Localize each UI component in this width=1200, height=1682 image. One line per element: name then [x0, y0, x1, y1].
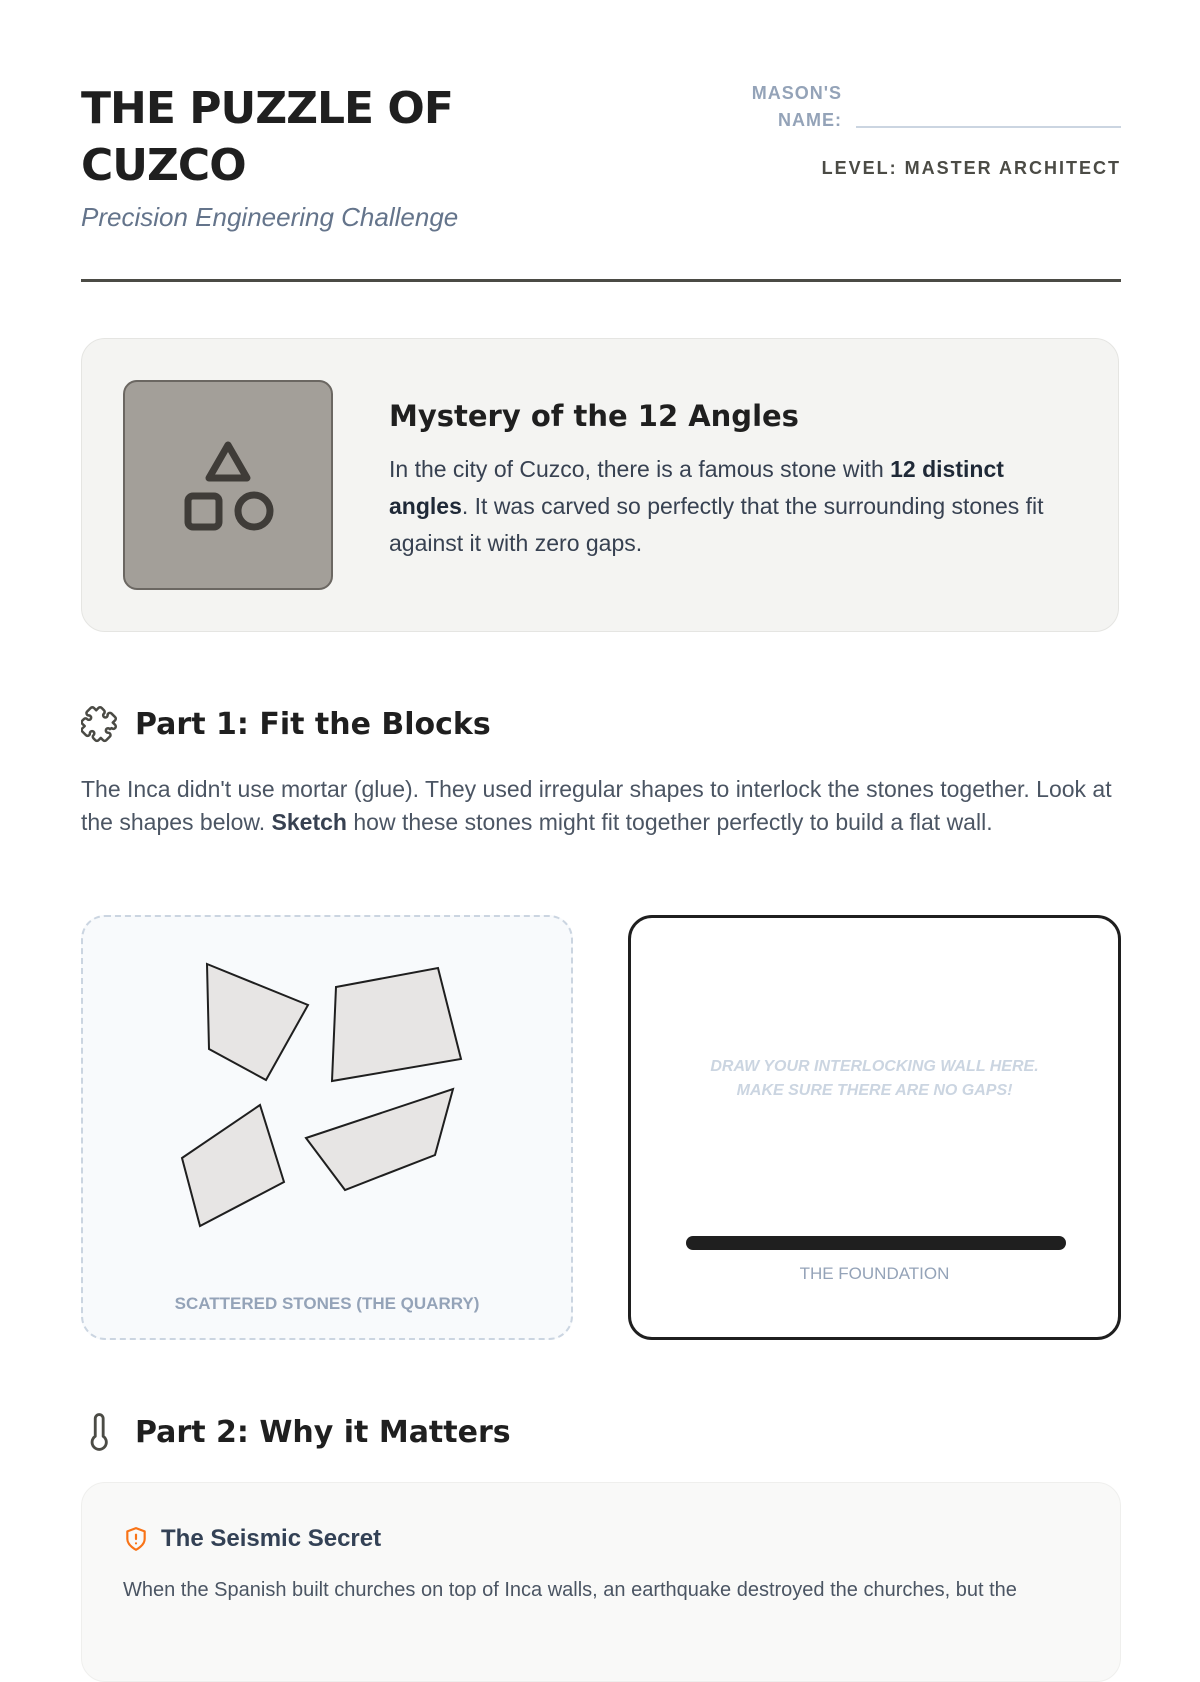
worksheet-header: [81, 80, 1121, 233]
name-label: MASON'S NAME:: [751, 83, 842, 130]
intro-text: [389, 399, 1089, 562]
name-row: [721, 80, 1121, 134]
intro-body-text-end: . It was carved so perfectly that the surrounding stones fit against it with zero gaps.: [389, 493, 1044, 556]
part2-heading: [81, 1413, 511, 1451]
shapes-icon: [125, 382, 331, 588]
part1-instructions: [81, 773, 1121, 839]
header-divider: [81, 279, 1121, 282]
quarry-label: SCATTERED STONES (THE QUARRY): [174, 1294, 480, 1313]
intro-card: [81, 338, 1119, 632]
intro-body-text: In the city of Cuzco, there is a famous stone with: [389, 456, 891, 482]
intro-title: Mystery of the 12 Angles: [389, 399, 799, 433]
secret-heading: [123, 1525, 381, 1553]
page-subtitle: Precision Engineering Challenge: [81, 202, 459, 232]
intro-illustration: [123, 380, 333, 590]
part1-emphasis: Sketch: [271, 809, 347, 835]
secret-body: When the Spanish built churches on top of Inca walls, an earthquake destroyed the churches, but the: [123, 1579, 1017, 1601]
intro-body-emphasis: 12 distinct angles: [389, 456, 1004, 519]
secret-title: The Seismic Secret: [161, 1525, 382, 1552]
part2-title: Part 2: Why it Matters: [135, 1414, 511, 1450]
level-label: LEVEL: MASTER ARCHITECT: [821, 158, 1121, 178]
part1-title: Part 1: Fit the Blocks: [135, 706, 491, 742]
stone-1: [207, 964, 308, 1080]
thermometer-icon: [81, 1413, 119, 1451]
sketch-hint-line-2: MAKE SURE THERE ARE NO GAPS!: [736, 1082, 1013, 1099]
sketch-hint: [631, 1055, 1118, 1103]
part1-text-end: how these stones might fit together perfectly to build a flat wall.: [346, 809, 993, 835]
scattered-stones: [83, 917, 571, 1297]
stone-2: [332, 968, 461, 1081]
wall-sketch-area[interactable]: [628, 915, 1121, 1340]
puzzle-icon: [81, 705, 119, 743]
foundation-label: THE FOUNDATION: [799, 1264, 950, 1283]
quarry-panel: [81, 915, 573, 1340]
foundation-bar: [686, 1236, 1066, 1250]
shield-alert-icon: [123, 1526, 149, 1552]
part1-text: The Inca didn't use mortar (glue). They used irregular shapes to interlock the stones together. Look at the shapes below.: [81, 776, 1112, 835]
page-title: THE PUZZLE OF CUZCO: [81, 83, 453, 191]
seismic-secret-card: [81, 1482, 1121, 1682]
sketch-hint-line-1: DRAW YOUR INTERLOCKING WALL HERE.: [710, 1058, 1039, 1075]
stone-4: [306, 1089, 453, 1190]
intro-body: [389, 451, 1089, 562]
part1-heading: [81, 705, 491, 743]
stone-3: [182, 1105, 284, 1226]
worksheet-meta: [721, 80, 1121, 179]
name-field[interactable]: [856, 124, 1121, 128]
